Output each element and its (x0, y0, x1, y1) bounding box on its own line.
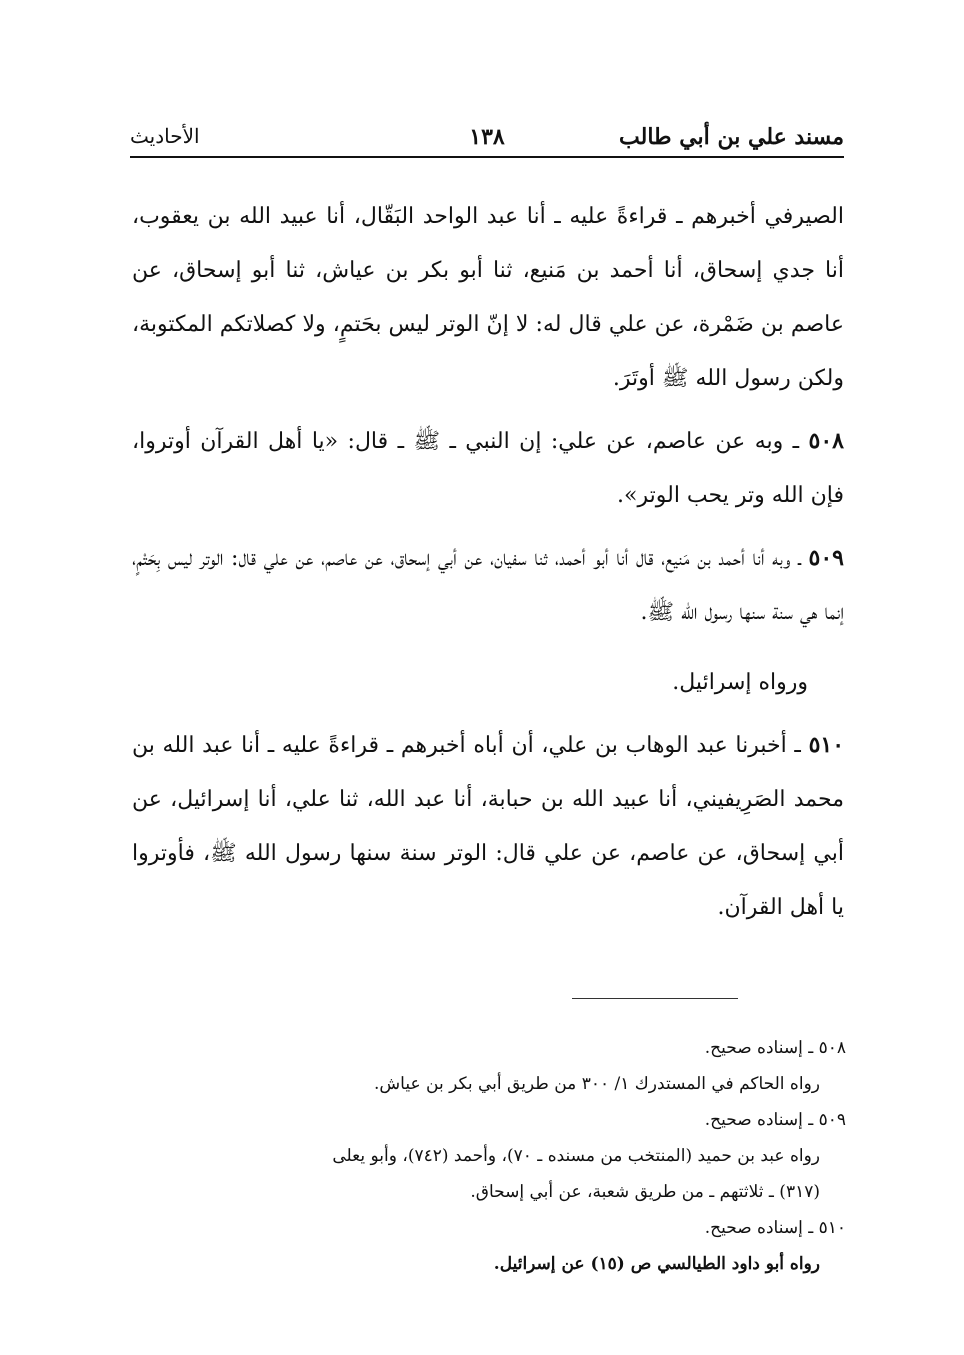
footnote-509-head: ٥٠٩ ـ إسناده صحيح. (704, 1110, 846, 1130)
page-header (130, 118, 844, 158)
footnote-510-head: ٥١٠ ـ إسناده صحيح. (704, 1218, 846, 1238)
header-divider (130, 156, 844, 158)
main-text (132, 190, 844, 935)
hadith-number-510: ٥١٠ (808, 732, 845, 758)
footnote-508-head: ٥٠٨ ـ إسناده صحيح. (704, 1038, 846, 1058)
hadith-509-text: ـ وبه أنا أحمد بن مَنيع، قال أنا أبو أحمد، ثنا سفيان، عن أبي إسحاق، عن عاصم، عن علي قال: الوتر ليس بِحَتْمٍ، إنما هي سنة سنها رسول الله ﷺ. (132, 546, 844, 625)
israil-note: ورواه إسرائيل. (672, 670, 808, 695)
page-number: ١٣٨ (469, 124, 505, 150)
hadith-510-text: ـ أخبرنا عبد الوهاب بن علي، أن أباه أخبرهم ـ قراءةً عليه ـ أنا عبد الله بن محمد الصَرِيفيني، أنا عبيد الله بن حبابة، أنا عبد الله، ثنا علي، أنا إسرائيل، عن أبي إسحاق، عن عاصم، عن علي قال: الوتر سنة سنها رسول الله ﷺ، فأوتروا يا أهل القرآن. (132, 733, 844, 920)
footnote-509-body-1: رواه عبد بن حميد (المنتخب من مسنده ـ ٧٠)، وأحمد (٧٤٢)، وأبو يعلى (332, 1146, 820, 1166)
hadith-508-text: ـ وبه عن عاصم، عن علي: إن النبي ـ ﷺ ـ قال: «يا أهل القرآن أوتروا، فإن الله وتر يحب الوتر». (132, 429, 844, 508)
hadith-510 (132, 718, 844, 935)
hadith-number-508: ٥٠٨ (808, 428, 844, 454)
footnote-509-body-2: (٣١٧) ـ ثلاثتهم ـ من طريق شعبة، عن أبي إسحاق. (470, 1182, 820, 1202)
hadith-509 (132, 531, 844, 640)
hadith-508 (132, 414, 844, 523)
section-title: الأحاديث (130, 124, 200, 148)
hadith-number-509: ٥٠٩ (808, 545, 844, 571)
book-title: مسند علي بن أبي طالب (619, 124, 844, 150)
footnote-divider (572, 998, 738, 999)
continuation-paragraph: الصيرفي أخبرهم ـ قراءةً عليه ـ أنا عبد الواحد البَقّال، أنا عبيد الله بن يعقوب، أنا جدي إسحاق، أنا أحمد بن مَنيع، ثنا أبو بكر بن عياش، ثنا أبو إسحاق، عن عاصم بن ضَمْرة، عن علي قال له: لا إنّ الوتر ليس بحَتمٍ، ولا كصلاتكم المكتوبة، ولكن رسول الله ﷺ أوتَرَ. (132, 204, 844, 391)
footnote-508-body: رواه الحاكم في المستدرك ١/ ٣٠٠ من طريق أبي بكر بن عياش. (374, 1074, 820, 1094)
footnote-510-body: رواه أبو داود الطيالسي ص (١٥) عن إسرائيل. (493, 1254, 820, 1274)
footnotes (110, 1030, 846, 1282)
